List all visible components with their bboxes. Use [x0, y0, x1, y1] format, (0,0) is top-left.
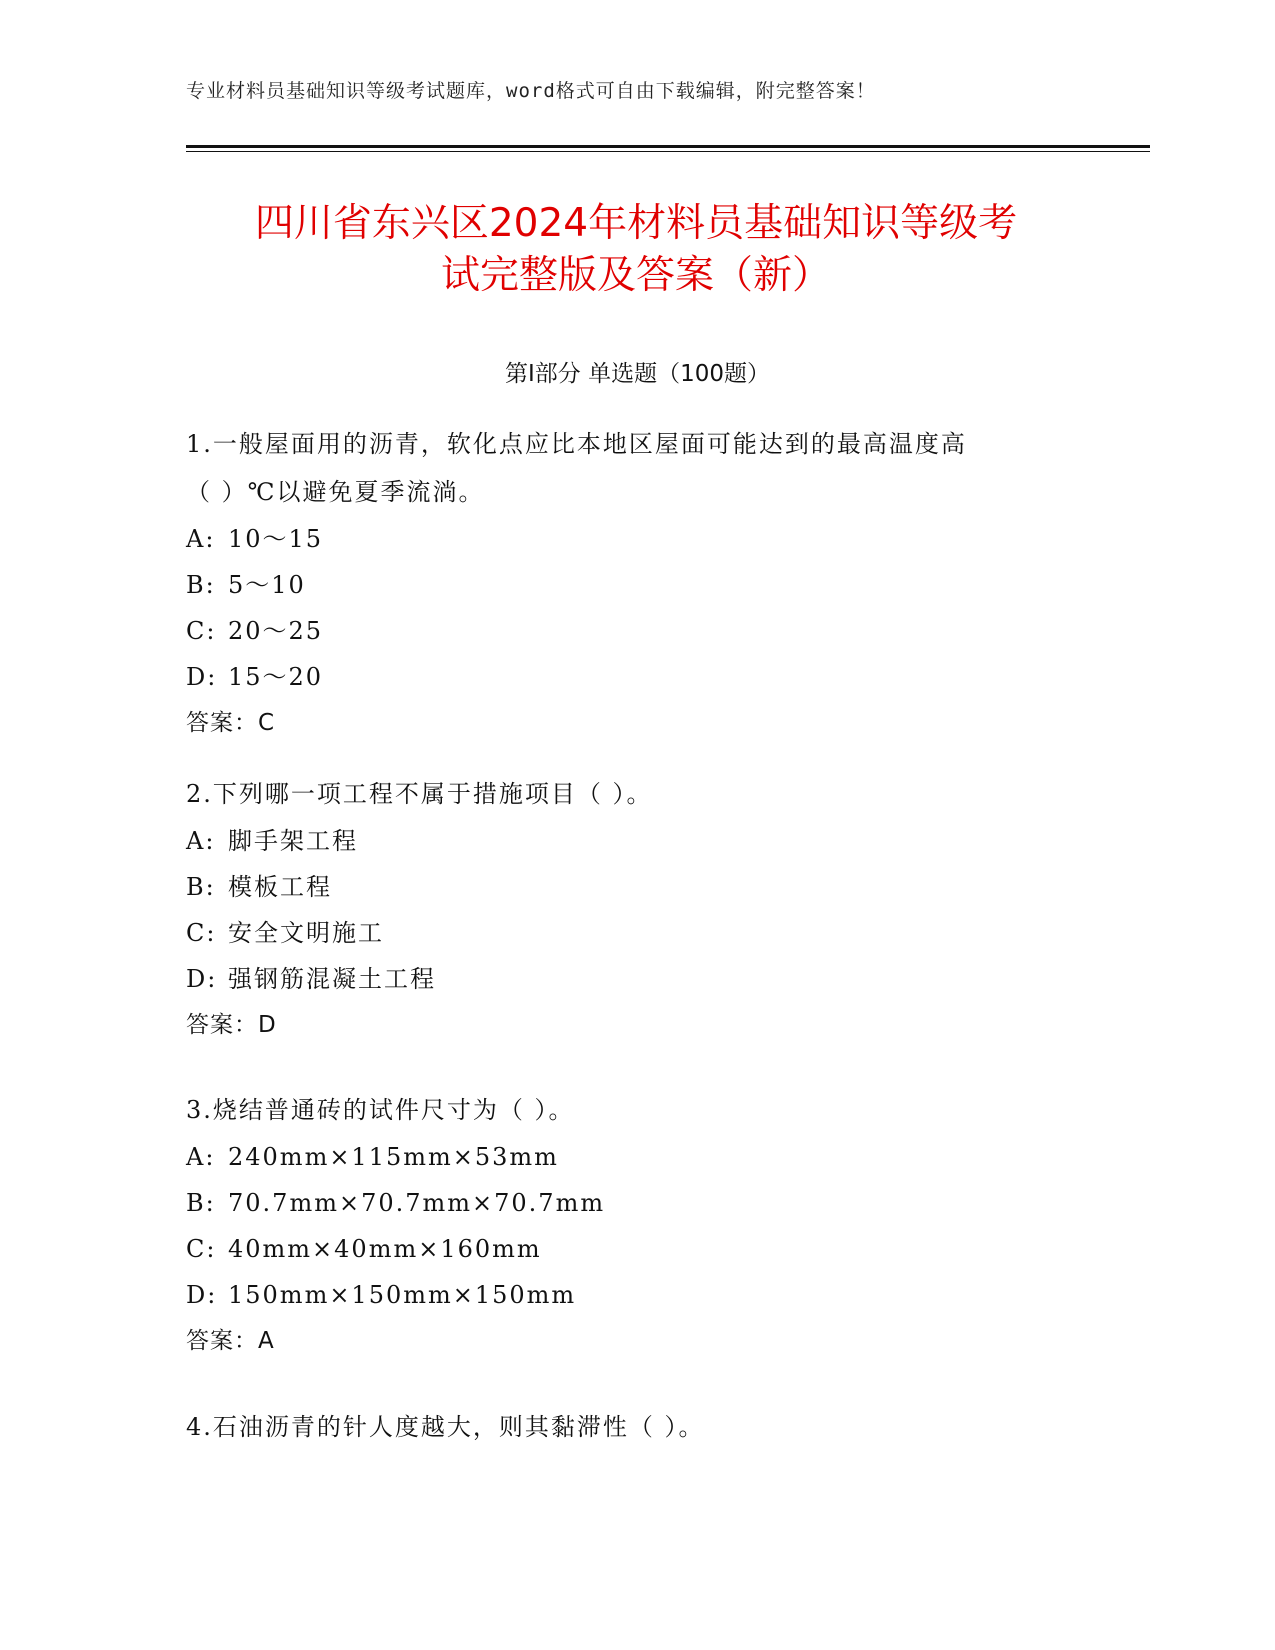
option-letter: B: — [186, 1189, 216, 1217]
answer: 答案：C — [186, 710, 276, 736]
question-1 — [186, 420, 1086, 746]
option-b — [186, 1180, 1086, 1226]
option-a — [186, 1134, 1086, 1180]
answer: 答案：D — [186, 1012, 277, 1038]
document-title — [186, 198, 1086, 302]
option-c — [186, 608, 1086, 654]
option-letter: C: — [186, 1235, 217, 1263]
option-text: 20～25 — [228, 617, 324, 645]
option-a — [186, 818, 1086, 864]
option-c — [186, 1226, 1086, 1272]
header-rule-thin — [186, 151, 1150, 152]
question-stem: 4.石油沥青的针人度越大，则其黏滞性（ ）。 — [186, 1413, 705, 1441]
option-d — [186, 956, 1086, 1002]
option-text: 脚手架工程 — [228, 827, 358, 855]
option-text: 强钢筋混凝土工程 — [228, 965, 436, 993]
option-letter: D: — [186, 965, 218, 993]
option-letter: A: — [186, 525, 216, 553]
document-title-line-1: 四川省东兴区2024年材料员基础知识等级考 — [254, 201, 1018, 246]
option-text: 15～20 — [228, 663, 324, 691]
option-letter: D: — [186, 1281, 218, 1309]
document-title-line-2: 试完整版及答案（新） — [440, 253, 831, 298]
question-stem: 2.下列哪一项工程不属于措施项目（ ）。 — [186, 780, 653, 808]
option-text: 10～15 — [228, 525, 324, 553]
header-rule-thick — [186, 145, 1150, 148]
question-4 — [186, 1403, 1086, 1451]
option-letter: B: — [186, 873, 216, 901]
option-text: 240mm×115mm×53mm — [228, 1143, 559, 1171]
option-text: 安全文明施工 — [228, 919, 384, 947]
option-d — [186, 1272, 1086, 1318]
option-letter: C: — [186, 617, 217, 645]
question-stem-continued: （ ）℃以避免夏季流淌。 — [186, 478, 485, 506]
question-stem: 1.一般屋面用的沥青，软化点应比本地区屋面可能达到的最高温度高 — [186, 430, 967, 458]
answer: 答案：A — [186, 1328, 275, 1354]
option-d — [186, 654, 1086, 700]
option-text: 模板工程 — [228, 873, 332, 901]
option-text: 150mm×150mm×150mm — [228, 1281, 577, 1309]
option-a — [186, 516, 1086, 562]
header-note: 专业材料员基础知识等级考试题库，word格式可自由下载编辑，附完整答案！ — [186, 80, 876, 102]
option-letter: B: — [186, 571, 216, 599]
section-title: 第I部分 单选题（100题） — [505, 361, 770, 387]
option-letter: C: — [186, 919, 217, 947]
option-c — [186, 910, 1086, 956]
question-2 — [186, 770, 1086, 1048]
option-letter: D: — [186, 663, 218, 691]
question-stem: 3.烧结普通砖的试件尺寸为（ ）。 — [186, 1096, 575, 1124]
option-b — [186, 562, 1086, 608]
option-text: 40mm×40mm×160mm — [228, 1235, 542, 1263]
option-b — [186, 864, 1086, 910]
option-letter: A: — [186, 1143, 216, 1171]
question-3 — [186, 1086, 1086, 1364]
option-text: 70.7mm×70.7mm×70.7mm — [228, 1189, 606, 1217]
option-letter: A: — [186, 827, 216, 855]
option-text: 5～10 — [228, 571, 306, 599]
